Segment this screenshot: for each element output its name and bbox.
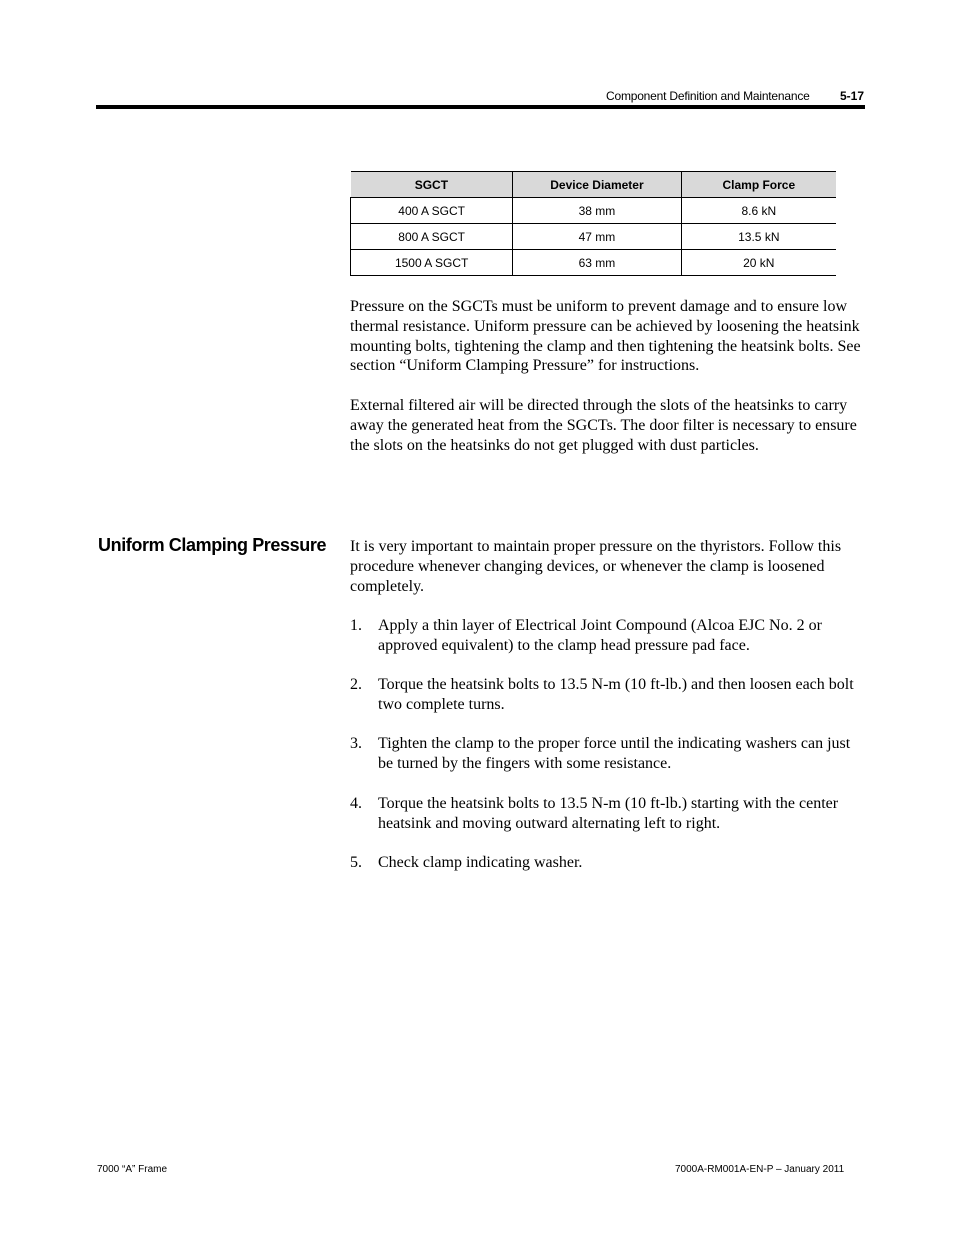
running-header-title: Component Definition and Maintenance — [606, 89, 810, 103]
section-heading: Uniform Clamping Pressure — [98, 535, 327, 555]
table-row — [351, 250, 837, 276]
table-header-row — [351, 172, 837, 198]
column-header-clamp-force: Clamp Force — [681, 172, 836, 198]
table-cell: 1500 A SGCT — [351, 250, 513, 276]
step-text: Tighten the clamp to the proper force until the indicating washers can just be turned by the fingers with some resistance. — [378, 735, 851, 772]
step-number: 2. — [350, 676, 362, 693]
page-number: 5-17 — [840, 89, 865, 103]
table-cell: 400 A SGCT — [351, 198, 513, 224]
step-text: Apply a thin layer of Electrical Joint Compound (Alcoa EJC No. 2 or approved equivalent) to the clamp head pressure pad face. — [378, 617, 822, 654]
step-number: 5. — [350, 854, 362, 871]
step-number: 4. — [350, 795, 362, 812]
section-intro-paragraph: It is very important to maintain proper pressure on the thyristors. Follow this procedure whenever changing devices, or whenever the clamp is loosened completely. — [350, 538, 842, 595]
column-header-sgct: SGCT — [351, 172, 513, 198]
footer-manual-title: 7000 “A” Frame — [97, 1164, 168, 1175]
step-number: 1. — [350, 617, 362, 634]
list-item — [350, 853, 865, 873]
sgct-clamp-force-table — [350, 171, 836, 276]
table-cell: 8.6 kN — [681, 198, 836, 224]
table-cell: 20 kN — [681, 250, 836, 276]
footer-publication-id: 7000A-RM001A-EN-P – January 2011 — [675, 1164, 845, 1175]
table-cell: 38 mm — [513, 198, 681, 224]
list-item — [350, 734, 865, 774]
step-number: 3. — [350, 735, 362, 752]
table-cell: 63 mm — [513, 250, 681, 276]
step-text: Torque the heatsink bolts to 13.5 N-m (10 ft-lb.) starting with the center heatsink and moving outward alternating left to right. — [378, 795, 839, 832]
table-cell: 47 mm — [513, 224, 681, 250]
table-row — [351, 198, 837, 224]
list-item — [350, 794, 865, 834]
table-row — [351, 224, 837, 250]
table-cell: 800 A SGCT — [351, 224, 513, 250]
list-item — [350, 616, 865, 656]
list-item — [350, 675, 865, 715]
column-header-device-diameter: Device Diameter — [513, 172, 681, 198]
pressure-paragraph: Pressure on the SGCTs must be uniform to prevent damage and to ensure low thermal resistance. Uniform pressure can be achieved by loosening the heatsink mounting bolts, tightening the clamp and then tightening the heatsink bolts. See section “Uniform Clamping Pressure” for instructions. — [350, 298, 861, 375]
step-text: Check clamp indicating washer. — [378, 854, 583, 871]
step-text: Torque the heatsink bolts to 13.5 N-m (10 ft-lb.) and then loosen each bolt two complete turns. — [378, 676, 854, 713]
table-cell: 13.5 kN — [681, 224, 836, 250]
airflow-paragraph: External filtered air will be directed through the slots of the heatsinks to carry away the generated heat from the SGCTs. The door filter is necessary to ensure the slots on the heatsinks do not get plugged with dust particles. — [350, 397, 857, 454]
header-rule — [96, 105, 865, 109]
